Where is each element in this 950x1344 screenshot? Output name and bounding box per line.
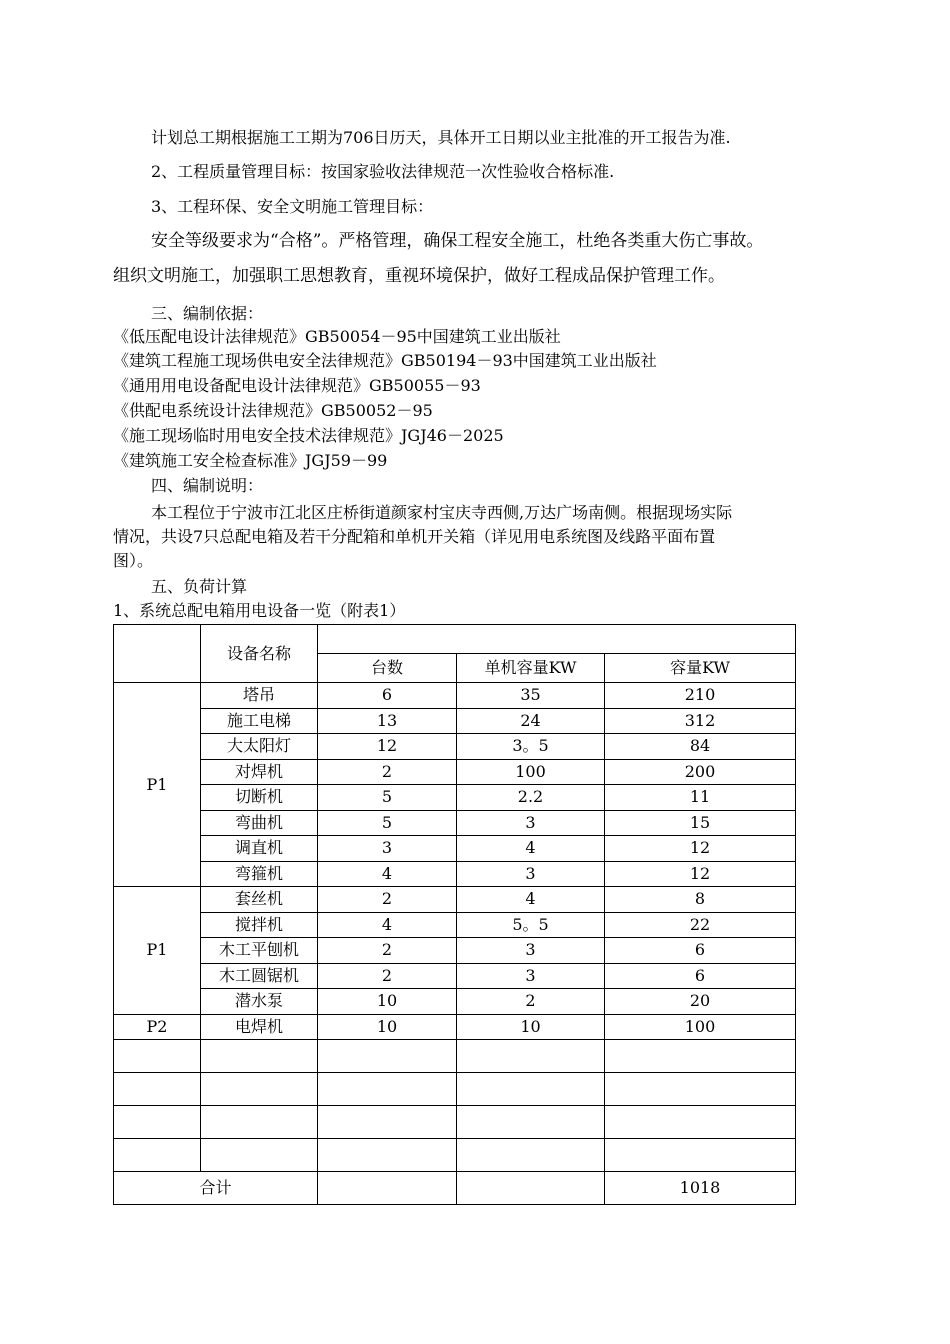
equipment-name: 对焊机 <box>201 759 318 785</box>
equipment-count: 13 <box>318 708 457 734</box>
paragraph-quality-goal: 2、工程质量管理目标：按国家验收法律规范一次性验收合格标准. <box>151 162 615 181</box>
equipment-capacity: 15 <box>605 810 796 836</box>
table-title: 1、系统总配电箱用电设备一览（附表1） <box>113 601 406 620</box>
paragraph-safety-detail-2: 组织文明施工，加强职工思想教育，重视环境保护，做好工程成品保护管理工作。 <box>113 266 725 286</box>
notes-line: 本工程位于宁波市江北区庄桥街道颜家村宝庆寺西侧,万达广场南侧。根据现场实际 <box>151 503 733 522</box>
blank-cell <box>201 1139 318 1172</box>
paragraph-safety-goal: 3、工程环保、安全文明施工管理目标： <box>151 197 434 216</box>
table-row <box>114 810 796 836</box>
table-row <box>114 938 796 964</box>
box-label: P2 <box>114 1014 201 1040</box>
equipment-name: 塔吊 <box>201 683 318 709</box>
equipment-unit-capacity: 4 <box>457 836 605 862</box>
equipment-name: 搅拌机 <box>201 912 318 938</box>
basis-item: 《建筑工程施工现场供电安全法律规范》GB50194－93中国建筑工业出版社 <box>113 351 657 370</box>
equipment-capacity: 8 <box>605 887 796 913</box>
equipment-unit-capacity: 3 <box>457 810 605 836</box>
equipment-count: 10 <box>318 1014 457 1040</box>
box-label: P1 <box>114 887 201 1015</box>
equipment-capacity: 210 <box>605 683 796 709</box>
table-row <box>114 912 796 938</box>
blank-cell <box>605 1139 796 1172</box>
total-row <box>114 1172 796 1205</box>
basis-item: 《建筑施工安全检查标准》JGJ59－99 <box>113 451 388 470</box>
equipment-capacity: 84 <box>605 734 796 760</box>
equipment-name: 电焊机 <box>201 1014 318 1040</box>
equipment-count: 6 <box>318 683 457 709</box>
blank-cell <box>605 1106 796 1139</box>
equipment-name: 木工圆锯机 <box>201 963 318 989</box>
total-label: 合计 <box>114 1172 318 1205</box>
notes-heading: 四、编制说明： <box>151 476 264 495</box>
equipment-capacity: 6 <box>605 963 796 989</box>
equipment-name: 木工平刨机 <box>201 938 318 964</box>
table-header-row <box>114 625 796 654</box>
equipment-capacity: 312 <box>605 708 796 734</box>
blank-cell <box>605 1040 796 1073</box>
equipment-name: 施工电梯 <box>201 708 318 734</box>
table-row <box>114 989 796 1015</box>
table-row <box>114 759 796 785</box>
equipment-name: 套丝机 <box>201 887 318 913</box>
equipment-capacity: 100 <box>605 1014 796 1040</box>
equipment-unit-capacity: 35 <box>457 683 605 709</box>
blank-cell <box>114 1040 201 1073</box>
table-row <box>114 836 796 862</box>
equipment-unit-capacity: 2 <box>457 989 605 1015</box>
blank-cell <box>457 1073 605 1106</box>
equipment-capacity: 200 <box>605 759 796 785</box>
notes-line: 情况，共设7只总配电箱及若干分配箱和单机开关箱（详见用电系统图及线路平面布置 <box>113 527 716 546</box>
blank-cell <box>318 1172 457 1205</box>
basis-heading: 三、编制依据： <box>151 304 264 323</box>
header-unit-capacity: 单机容量KW <box>457 654 605 683</box>
table-row <box>114 887 796 913</box>
table-row <box>114 963 796 989</box>
blank-cell <box>318 1040 457 1073</box>
basis-item: 《低压配电设计法律规范》GB50054－95中国建筑工业出版社 <box>113 327 561 346</box>
equipment-name: 潜水泵 <box>201 989 318 1015</box>
equipment-count: 4 <box>318 861 457 887</box>
blank-cell <box>457 1106 605 1139</box>
blank-cell <box>114 1106 201 1139</box>
table-row <box>114 734 796 760</box>
equipment-count: 4 <box>318 912 457 938</box>
blank-cell <box>201 1073 318 1106</box>
equipment-unit-capacity: 4 <box>457 887 605 913</box>
blank-cell <box>201 1106 318 1139</box>
table-row <box>114 861 796 887</box>
blank-row <box>114 1139 796 1172</box>
equipment-unit-capacity: 5。5 <box>457 912 605 938</box>
equipment-capacity: 12 <box>605 861 796 887</box>
equipment-count: 12 <box>318 734 457 760</box>
blank-cell <box>114 1073 201 1106</box>
total-value: 1018 <box>605 1172 796 1205</box>
equipment-name: 调直机 <box>201 836 318 862</box>
equipment-name: 弯箍机 <box>201 861 318 887</box>
equipment-unit-capacity: 3 <box>457 861 605 887</box>
table-row <box>114 683 796 709</box>
basis-item: 《通用用电设备配电设计法律规范》GB50055－93 <box>113 376 481 395</box>
load-heading: 五、负荷计算 <box>151 577 248 596</box>
equipment-capacity: 6 <box>605 938 796 964</box>
equipment-table <box>113 624 796 1205</box>
equipment-count: 3 <box>318 836 457 862</box>
blank-cell <box>318 1139 457 1172</box>
box-label: P1 <box>114 683 201 887</box>
equipment-count: 5 <box>318 810 457 836</box>
equipment-capacity: 11 <box>605 785 796 811</box>
equipment-capacity: 20 <box>605 989 796 1015</box>
equipment-capacity: 12 <box>605 836 796 862</box>
blank-cell <box>457 1172 605 1205</box>
blank-row <box>114 1040 796 1073</box>
equipment-unit-capacity: 24 <box>457 708 605 734</box>
equipment-unit-capacity: 100 <box>457 759 605 785</box>
equipment-unit-capacity: 3 <box>457 963 605 989</box>
equipment-count: 2 <box>318 963 457 989</box>
equipment-unit-capacity: 2.2 <box>457 785 605 811</box>
blank-cell <box>457 1139 605 1172</box>
blank-row <box>114 1073 796 1106</box>
table-row <box>114 708 796 734</box>
equipment-unit-capacity: 10 <box>457 1014 605 1040</box>
equipment-unit-capacity: 3。5 <box>457 734 605 760</box>
equipment-unit-capacity: 3 <box>457 938 605 964</box>
equipment-name: 大太阳灯 <box>201 734 318 760</box>
equipment-count: 10 <box>318 989 457 1015</box>
table-header-empty <box>114 625 201 683</box>
equipment-name: 切断机 <box>201 785 318 811</box>
equipment-name: 弯曲机 <box>201 810 318 836</box>
equipment-capacity: 22 <box>605 912 796 938</box>
table-row <box>114 1014 796 1040</box>
basis-item: 《施工现场临时用电安全技术法律规范》JGJ46－2025 <box>113 426 504 445</box>
table-header-empty <box>318 625 796 654</box>
blank-cell <box>201 1040 318 1073</box>
header-equipment-name: 设备名称 <box>201 625 318 683</box>
header-count: 台数 <box>318 654 457 683</box>
basis-item: 《供配电系统设计法律规范》GB50052－95 <box>113 401 433 420</box>
header-capacity: 容量KW <box>605 654 796 683</box>
equipment-count: 5 <box>318 785 457 811</box>
equipment-count: 2 <box>318 759 457 785</box>
blank-cell <box>114 1139 201 1172</box>
blank-cell <box>457 1040 605 1073</box>
blank-cell <box>318 1073 457 1106</box>
notes-line: 图）。 <box>113 551 154 570</box>
equipment-count: 2 <box>318 938 457 964</box>
paragraph-safety-detail: 安全等级要求为“合格”。严格管理，确保工程安全施工，杜绝各类重大伤亡事故。 <box>151 231 764 251</box>
blank-row <box>114 1106 796 1139</box>
equipment-count: 2 <box>318 887 457 913</box>
blank-cell <box>318 1106 457 1139</box>
table-row <box>114 785 796 811</box>
blank-cell <box>605 1073 796 1106</box>
paragraph-schedule: 计划总工期根据施工工期为706日历天，具体开工日期以业主批准的开工报告为准. <box>151 128 731 147</box>
